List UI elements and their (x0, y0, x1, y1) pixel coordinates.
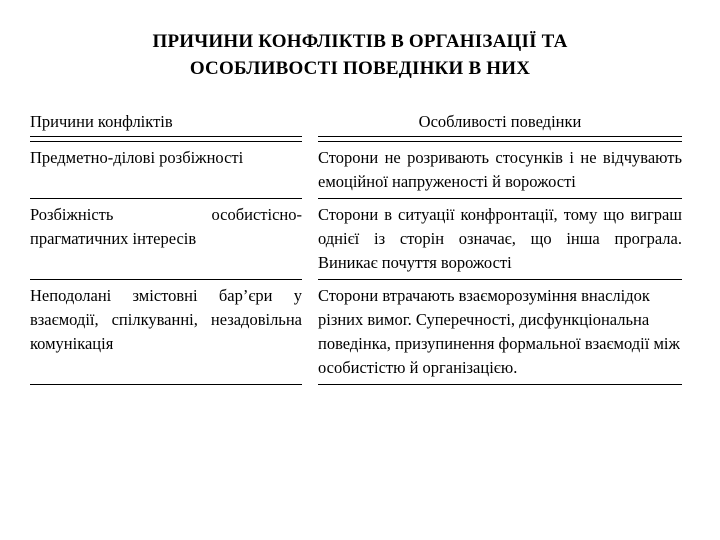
page-title (0, 28, 720, 82)
cause-text: Неподолані змістовні бар’єри у взаємодії, спілкуванні, незадовільна комунікація (30, 286, 302, 353)
behavior-cell (318, 199, 682, 280)
table-header-row (30, 110, 682, 142)
cause-cell (30, 199, 302, 280)
behavior-text: Сторони втрачають взаєморозуміння внаслідок різних вимог. Суперечності, дисфункціональна поведінка, призупинення формальної взаємодії між особистістю й організацією. (318, 286, 680, 377)
title-line-2: ОСОБЛИВОСТІ ПОВЕДІНКИ В НИХ (189, 58, 531, 79)
table-row (30, 199, 682, 280)
header-cell-behavior (318, 110, 682, 142)
title-line-1: ПРИЧИНИ КОНФЛІКТІВ В ОРГАНІЗАЦІЇ ТА (152, 31, 568, 52)
table-row (30, 142, 682, 199)
header-cell-causes (30, 110, 302, 142)
header-behavior: Особливості поведінки (318, 110, 682, 137)
behavior-cell (318, 142, 682, 199)
table-row (30, 280, 682, 385)
header-causes: Причини конфліктів (30, 110, 302, 137)
cause-text: Розбіжність особистісно-прагматичних інтересів (30, 205, 302, 248)
cause-text: Предметно-ділові розбіжності (30, 148, 244, 167)
behavior-cell (318, 280, 682, 385)
conflicts-table (30, 110, 682, 385)
behavior-text: Сторони не розривають стосунків і не відчувають емоційної напруженості й ворожості (318, 148, 682, 191)
cause-cell (30, 280, 302, 385)
cause-cell (30, 142, 302, 199)
behavior-text: Сторони в ситуації конфронтації, тому що виграш однієї із сторін означає, що інша програла. Виникає почуття ворожості (318, 205, 682, 272)
